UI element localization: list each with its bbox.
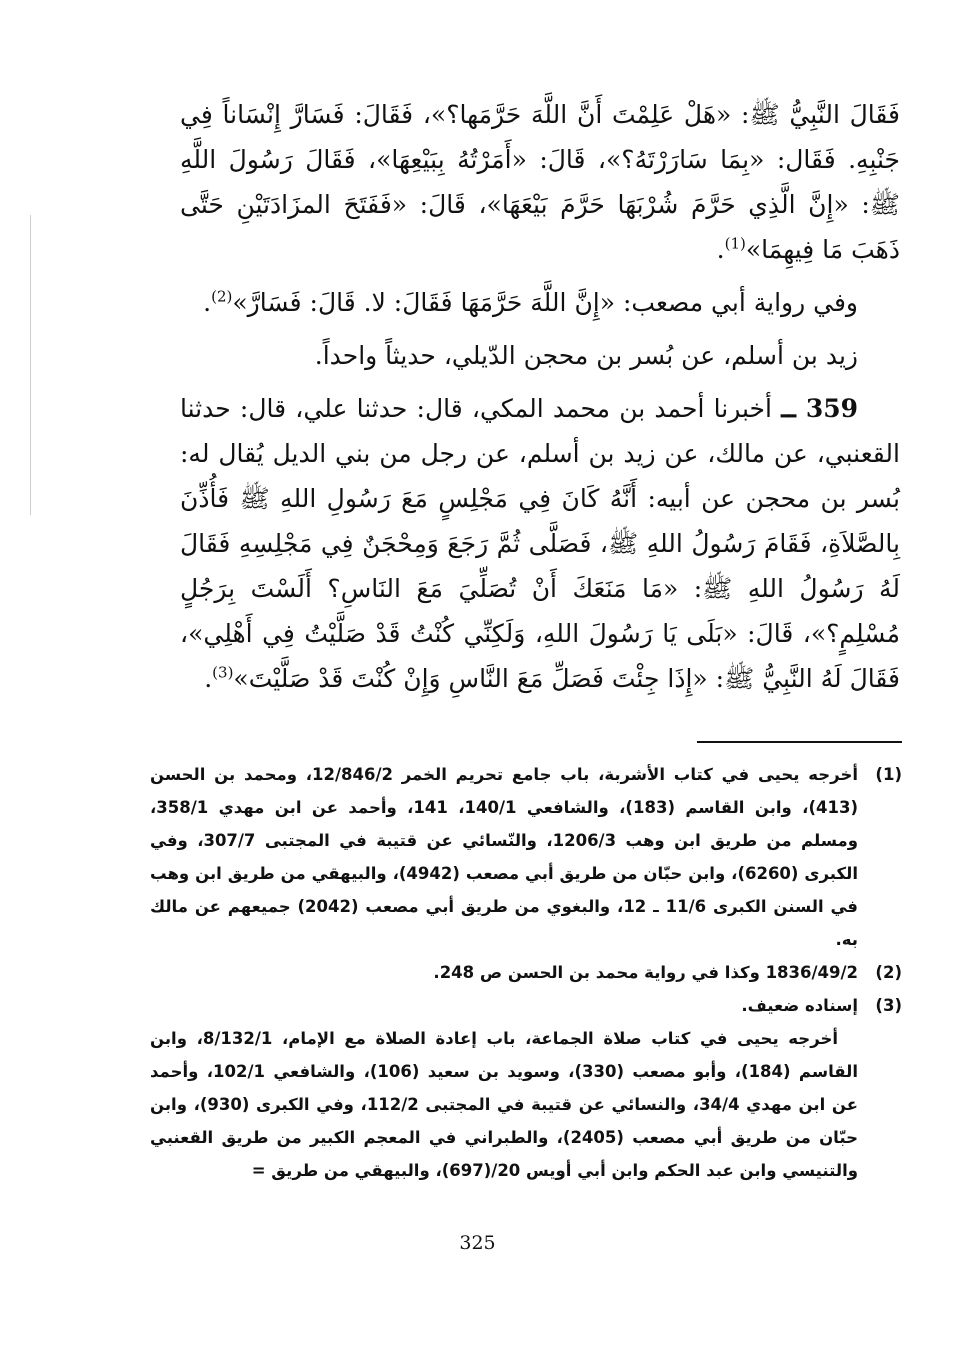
sentence-end: . xyxy=(204,664,213,693)
paragraph-text: فَقَالَ النَّبِيُّ ﷺ: «هَلْ عَلِمْتَ أَنَّ اللَّهَ حَرَّمَها؟»، فَقَالَ: فَسَارَّ إِنْسَاناً فِي جَنْبِهِ. فَقَال: «بِمَا سَارَرْتَهُ؟»، قَالَ: «أَمَرْتُهُ بِبَيْعِهَا»، فَقَالَ رَسُولَ اللَّهِ ﷺ: «إِنَّ الَّذِي حَرَّمَ شُرْبَهَا حَرَّمَ بَيْعَهَا»، قَالَ: «فَفَتَحَ المزَادَتَيْنِ حَتَّى ذَهَبَ مَا فِيهِمَا» xyxy=(180,100,900,264)
paragraph-hadith-359 xyxy=(180,386,900,701)
page-number: 325 xyxy=(459,1232,496,1254)
footnote-text: 1836/49/2 وكذا في رواية محمد بن الحسن ص 248. xyxy=(433,963,858,982)
footnote-number: (2) xyxy=(875,963,902,982)
paragraph-text: أخبرنا أحمد بن محمد المكي، قال: حدثنا علي، قال: حدثنا القعنبي، عن مالك، عن زيد بن أسلم، عن رجل من بني الديل يُقال له: بُسر بن محجن عن أبيه: أَنَّهُ كَانَ فِي مَجْلِسٍ مَعَ رَسُولِ اللهِ ﷺ فَأُذِّنَ بِالصَّلاَةِ، فَقَامَ رَسُولُ اللهِ ﷺ، فَصَلَّى ثُمَّ رَجَعَ وَمِحْجَنٌ فِي مَجْلِسِهِ فَقَالَ لَهُ رَسُولُ اللهِ ﷺ: «مَا مَنَعَكَ أَنْ تُصَلِّيَ مَعَ النَاسِ؟ أَلَسْتَ بِرَجُلٍ مُسْلِمٍ؟»، قَالَ: «بَلَى يَا رَسُولَ اللهِ، وَلَكِنِّي كُنْتُ قَدْ صَلَّيْتُ فِي أَهْلِي»، فَقَالَ لَهُ النَّبِيُّ ﷺ: «إِذَا جِئْتَ فَصَلِّ مَعَ النَّاسِ وَإِنْ كُنْتَ قَدْ صَلَّيْتَ» xyxy=(180,394,900,693)
sentence-end: . xyxy=(203,288,212,317)
footnote-number: (3) xyxy=(875,996,902,1015)
footnote-ref: (2) xyxy=(211,287,233,306)
footnote-text: إسناده ضعيف. xyxy=(741,996,858,1015)
footnotes xyxy=(150,758,902,1187)
hadith-number: 359 ــ xyxy=(781,394,859,423)
paragraph-hadith-continuation xyxy=(180,92,900,272)
footnote-text: أخرجه يحيى في كتاب الأشربة، باب جامع تحريم الخمر 12/846/2، ومحمد بن الحسن (413)، وابن القاسم (183)، والشافعي 140/1، 141، وأحمد عن ابن مهدي 358/1، ومسلم من طريق ابن وهب 1206/3، والنّسائي عن قتيبة في المجتبى 307/7، وفي الكبرى (6260)، وابن حبّان من طريق أبي مصعب (4942)، والبيهقي من طريق ابن وهب في السنن الكبرى 11/6 ـ 12، والبغوي من طريق أبي مصعب (2042) جميعهم عن مالك به. xyxy=(150,765,858,949)
footnote-ref: (3) xyxy=(212,663,234,682)
sentence-end: . xyxy=(716,235,725,264)
footnote-3-continuation: أخرجه يحيى في كتاب صلاة الجماعة، باب إعادة الصلاة مع الإمام، 8/132/1، وابن القاسم (184)، وأبو مصعب (330)، وسويد بن سعيد (106)، والشافعي 102/1، وأحمد عن ابن مهدي 34/4، والنسائي عن قتيبة في المجتبى 112/2، وفي الكبرى (930)، وابن حبّان من طريق أبي مصعب (2405)، والطبراني في المعجم الكبير من طريق القعنبي والتنيسي وابن عبد الحكم وابن أبي أويس 20/(697)، والبيهقي من طريق = xyxy=(150,1029,859,1180)
footnote-ref: (1) xyxy=(724,234,746,253)
footnote-divider xyxy=(697,741,902,743)
paragraph-text: وفي رواية أبي مصعب: «إِنَّ اللَّهَ حَرَّمَهَا فَقَالَ: لا. قَالَ: فَسَارَّ» xyxy=(232,288,858,317)
footnote-3 xyxy=(150,989,902,1022)
paragraph-abu-musab-narration xyxy=(180,280,900,325)
paragraph-chapter-heading: زيد بن أسلم، عن بُسر بن محجن الدّيلي، حديثاً واحداً. xyxy=(314,341,858,370)
footnote-number: (1) xyxy=(875,765,902,784)
footnote-2 xyxy=(150,956,902,989)
footnote-1 xyxy=(150,758,902,956)
main-text xyxy=(180,92,900,701)
scan-edge-line xyxy=(30,215,31,515)
